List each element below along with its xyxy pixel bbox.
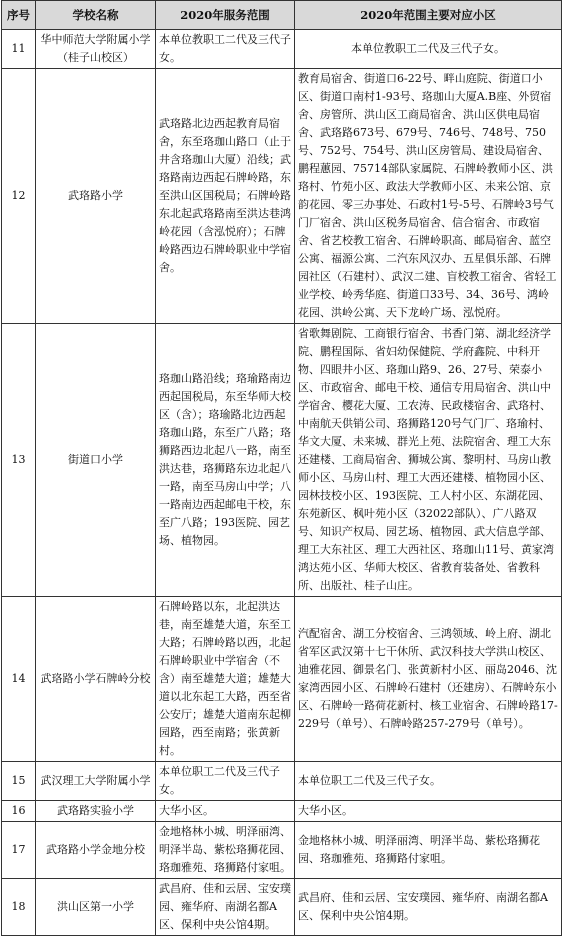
cell-school: 洪山区第一小学 [36, 879, 156, 936]
cell-communities: 省歌舞剧院、工商银行宿舍、书香门第、湖北经济学院、鹏程国际、省妇幼保健院、学府鑫院、中科开物、四眼井小区、珞珈山路9、26、27号、荣泰小区、市政宿舍、邮电干校、通信专用局宿舍、洪山中学宿舍、樱花大厦、工农涛、民政楼宿舍、武珞村、中南航天供销公司、珞狮路120号气门厂、珞瑜村、华文大厦、未来城、群光上苑、法院宿舍、理工大东还建楼、工商局宿舍、狮城公寓、黎明村、马房山教师小区、马房山村、理工大西还建楼、植物园小区、园林技校小区、193医院、工人村小区、东湖花园、东苑新区、枫叶苑小区（32022部队）、广八路双号、知识产权局、园艺场、植物园、武大信息学部、理工大东社区、理工大西社区、珞珈山11号、黄家湾鸿达苑小区、华师大校区、省教育装备处、省教科所、出版社、桂子山庄。 [295, 324, 562, 597]
cell-range: 大华小区。 [156, 801, 295, 822]
cell-range: 珞珈山路沿线；珞瑜路南边西起国税局，东至华师大校区（含）；珞瑜路北边西起珞珈山路，东至广八路；珞狮路西边北起八一路，南至洪达巷，珞狮路东边北起八一路，南至马房山中学；八一路南边西起邮电干校，东至广八路；193医院、园艺场、植物园。 [156, 324, 295, 597]
school-district-table [1, 0, 562, 936]
cell-school: 武汉理工大学附属小学 [36, 762, 156, 801]
cell-range: 石牌岭路以东，北起洪达巷，南至雄楚大道，东至工大路；石牌岭路以西，北起石牌岭职业中学宿舍（不含）南至雄楚大道；雄楚大道以北东起工大路，西至省公安厅；雄楚大道南东起柳园路，西至南路；张黄新村。 [156, 597, 295, 762]
cell-school: 武珞路小学 [36, 69, 156, 324]
cell-no: 11 [2, 30, 36, 69]
cell-range: 本单位教职工二代及三代子女。 [156, 30, 295, 69]
cell-school: 武珞路小学石牌岭分校 [36, 597, 156, 762]
header-communities: 2020年范围主要对应小区 [295, 1, 562, 30]
table-row [2, 324, 562, 597]
cell-range: 金地格林小城、明泽丽湾、明泽半岛、紫松珞狮花园、珞珈雅苑、珞狮路付家咀。 [156, 822, 295, 879]
cell-communities: 金地格林小城、明泽丽湾、明泽半岛、紫松珞狮花园、珞珈雅苑、珞狮路付家咀。 [295, 822, 562, 879]
cell-range: 本单位职工二代及三代子女。 [156, 762, 295, 801]
cell-communities: 本单位教职工二代及三代子女。 [295, 30, 562, 69]
cell-range: 武珞路北边西起教育局宿舍，东至珞珈山路口（止于井含珞珈山大厦）沿线；武珞路南边西起石牌岭路，东至洪山区国税局；石牌岭路东北起武珞路南至洪达巷鸿岭花园（含泓悦府）；石牌岭路西边石牌岭职业中学宿舍。 [156, 69, 295, 324]
cell-no: 17 [2, 822, 36, 879]
cell-school: 华中师范大学附属小学（桂子山校区） [36, 30, 156, 69]
cell-communities: 教育局宿舍、街道口6-22号、畔山庭院、街道口小区、街道口南村1-93号、珞珈山大厦A.B座、外贸宿舍、房管所、洪山区工商局宿舍、洪山区供电局宿舍、武珞路673号、679号、746号、748号、750号、752号、754号、洪山区房管局、建设局宿舍、鹏程蕙园、75714部队家属院、石牌岭教师小区、洪珞村、竹苑小区、政法大学教师小区、未来公馆、京韵花园、零三办事处、石政村1号-5号、石牌岭3号气门厂宿舍、洪山区税务局宿舍、信合宿舍、市政宿舍、省艺校教工宿舍、石牌岭职高、邮局宿舍、蓝空公寓、福源公寓、二汽东风汉办、五星俱乐部、石牌园社区（石建村）、武汉二建、盲校教工宿舍、省轻工业学校、岭秀华庭、街道口33号、34、36号、鸿岭花园、洪岭公寓、天下龙岭广场、泓悦府。 [295, 69, 562, 324]
cell-no: 18 [2, 879, 36, 936]
cell-communities: 汽配宿舍、湖工分校宿舍、三鸿领域、岭上府、湖北省军区武汉第十七干休所、武汉科技大学洪山校区、迪雅花园、御景名门、张黄新村小区、丽岛2046、沈家湾西园小区、石牌岭石建村（还建房）、石牌岭东小区、石牌岭一路荷花新村、核工业宿舍、石牌岭路17-229号（单号）、石牌岭路257-279号（单号）。 [295, 597, 562, 762]
table-row [2, 879, 562, 936]
table-row [2, 597, 562, 762]
cell-communities: 大华小区。 [295, 801, 562, 822]
cell-communities: 武昌府、佳和云居、宝安璞园、雍华府、南湖名都A区、保利中央公馆4期。 [295, 879, 562, 936]
table-row [2, 822, 562, 879]
cell-no: 15 [2, 762, 36, 801]
cell-school: 街道口小学 [36, 324, 156, 597]
header-school: 学校名称 [36, 1, 156, 30]
cell-no: 14 [2, 597, 36, 762]
cell-no: 13 [2, 324, 36, 597]
cell-range: 武昌府、佳和云居、宝安璞园、雍华府、南湖名都A区、保利中央公馆4期。 [156, 879, 295, 936]
cell-no: 12 [2, 69, 36, 324]
cell-school: 武珞路小学金地分校 [36, 822, 156, 879]
cell-school: 武珞路实验小学 [36, 801, 156, 822]
header-range: 2020年服务范围 [156, 1, 295, 30]
header-row [2, 1, 562, 30]
table-row [2, 762, 562, 801]
cell-no: 16 [2, 801, 36, 822]
cell-communities: 本单位职工二代及三代子女。 [295, 762, 562, 801]
header-no: 序号 [2, 1, 36, 30]
table-row [2, 801, 562, 822]
table-row [2, 30, 562, 69]
table-row [2, 69, 562, 324]
